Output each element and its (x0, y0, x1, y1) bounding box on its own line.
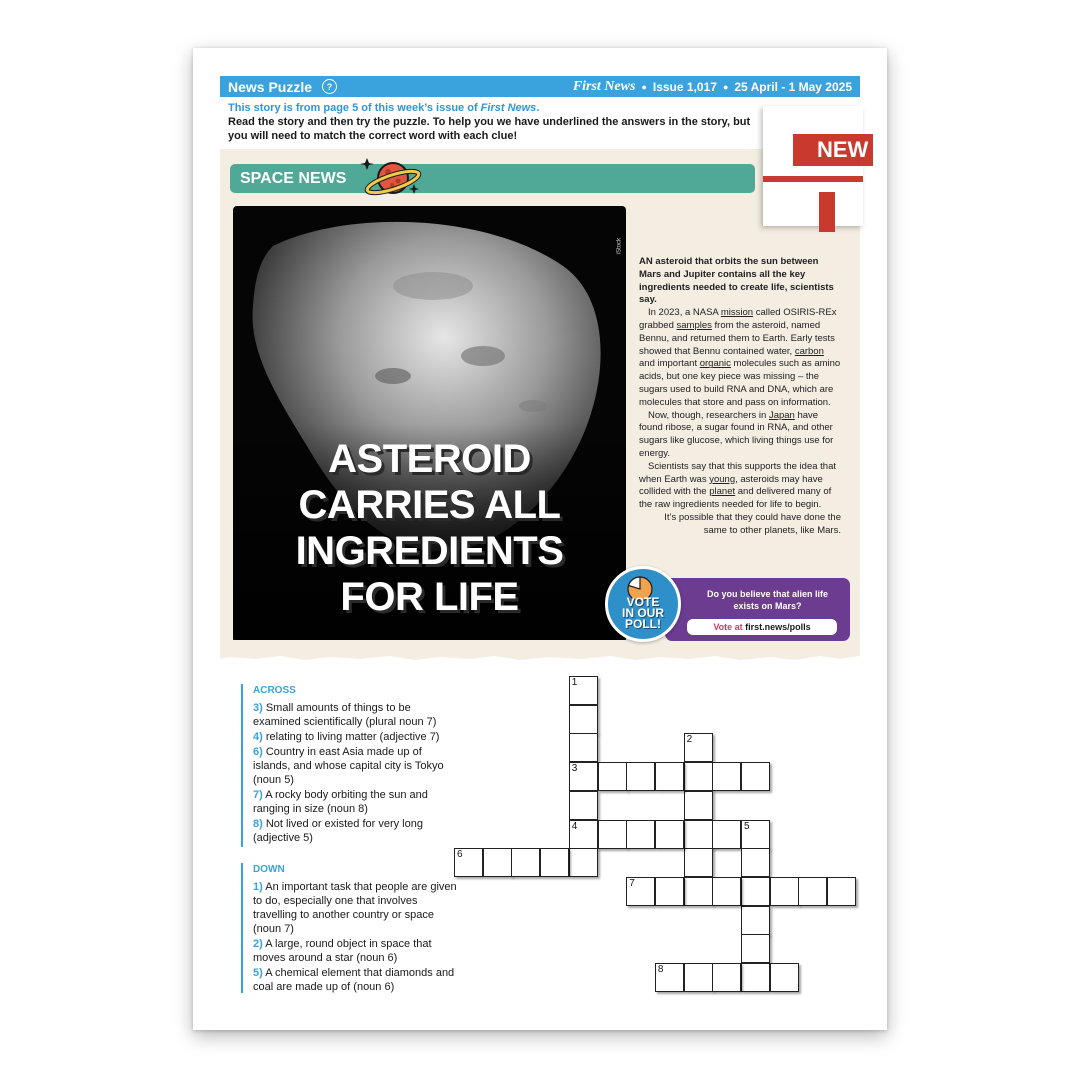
crossword-cell[interactable] (569, 848, 598, 877)
clue-number: 2 (686, 734, 693, 746)
underlined-answer: young (709, 473, 736, 485)
down-clues (241, 863, 461, 993)
crossword-cell[interactable] (569, 705, 598, 734)
vote-badge-text: VOTE IN OUR POLL! (622, 595, 664, 631)
issue-number: Issue 1,017 (652, 79, 717, 94)
photo-credit: iStock (616, 238, 622, 255)
underlined-answer: organic (699, 358, 731, 370)
crossword-cell[interactable] (684, 762, 713, 791)
header-title: News Puzzle (228, 78, 313, 95)
crossword-cell[interactable] (684, 820, 713, 849)
issue-dates: 25 April - 1 May 2025 (734, 79, 852, 94)
worksheet-page (193, 48, 887, 1030)
crossword-cell[interactable] (712, 762, 741, 791)
clue-number: 3 (571, 763, 578, 775)
crossword-cell[interactable] (655, 877, 684, 906)
crossword-cell[interactable] (770, 963, 799, 992)
poll-url[interactable]: first.news/polls (745, 622, 811, 632)
crossword-cell[interactable] (454, 848, 483, 877)
source-line: This story is from page 5 of this week’s issue of First News. (228, 102, 540, 114)
clue-across-6: 6) Country in east Asia made up of islands, and whose capital city is Tokyo (noun 5) (253, 746, 444, 786)
across-heading: ACROSS (253, 685, 296, 696)
crossword-cell[interactable] (684, 848, 713, 877)
crossword-cell[interactable] (741, 848, 770, 877)
crossword-cell[interactable] (540, 848, 569, 877)
underlined-answer: Japan (768, 409, 795, 421)
article-paragraph: In 2023, a NASA mission called OSIRIS-REx grabbed samples from the asteroid, named Bennu, and returned them to Earth. Early tests showed that Bennu contained water, carbon and important organic molecules such as amino acids, but one key piece was missing – the sugars used to build RNA and DNA, which are molecules that store and pass on information. (639, 307, 841, 408)
crossword-cell[interactable] (626, 820, 655, 849)
clue-number: 8 (657, 964, 664, 975)
crossword-cell[interactable] (684, 791, 713, 820)
clue-number: 7 (629, 877, 635, 889)
poll-link[interactable]: Vote at first.news/polls (687, 619, 837, 635)
newspaper-letter (819, 192, 835, 232)
crossword-cell[interactable] (827, 877, 856, 906)
underlined-answer: samples (676, 319, 712, 331)
clue-number: 1 (571, 677, 578, 688)
crossword-cell[interactable] (569, 791, 598, 820)
article-body (639, 256, 841, 538)
clue-down-5: 5) A chemical element that diamonds and coal are made up of (noun 6) (253, 967, 455, 993)
clue-number: 5 (744, 820, 750, 832)
article-paragraph: Now, though, researchers in Japan have found ribose, a sugar found in RNA, and other sugars like glucose, which living things use for energy. (639, 409, 834, 459)
poll-box (665, 578, 850, 641)
publication-name: First News (480, 102, 537, 114)
crossword-cell[interactable] (770, 877, 799, 906)
clue-down-2: 2) A large, round object in space that moves around a star (noun 6) (253, 938, 432, 964)
crossword-cell[interactable] (741, 906, 770, 935)
crossword-cell[interactable] (569, 820, 598, 849)
clue-across-3: 3) Small amounts of things to be examined scientifically (plural noun 7) (253, 702, 437, 728)
vote-badge[interactable] (605, 566, 681, 642)
crossword-cell[interactable] (655, 762, 684, 791)
down-heading: DOWN (253, 864, 285, 875)
crossword-cell[interactable] (684, 963, 713, 992)
crossword-cell[interactable] (741, 877, 770, 906)
article-paragraph: It’s possible that they could have done the same to other planets, like Mars. (664, 511, 841, 536)
crossword-cell[interactable] (684, 733, 713, 762)
crossword-cell[interactable] (511, 848, 540, 877)
planet-icon (359, 152, 423, 206)
newspaper-rule (763, 176, 863, 182)
crossword-cell[interactable] (798, 877, 827, 906)
crossword-cell[interactable] (655, 963, 684, 992)
crossword-cell[interactable] (598, 762, 627, 791)
crossword-cell[interactable] (684, 877, 713, 906)
intro-text (228, 101, 768, 143)
torn-edge (220, 648, 860, 662)
headline: ASTEROID CARRIES ALL INGREDIENTS FOR LIFE (295, 437, 564, 619)
crossword-cell[interactable] (741, 934, 770, 963)
underlined-answer: mission (720, 307, 754, 319)
crossword-cell[interactable] (626, 877, 655, 906)
separator: ● (722, 81, 729, 92)
article-paragraph: Scientists say that this supports the idea that when Earth was young, asteroids may have collided with the planet and delivered many of the raw ingredients needed for life to begin. (639, 460, 836, 511)
clue-number: 4 (571, 820, 578, 832)
underlined-answer: carbon (794, 345, 824, 357)
crossword-cell[interactable] (741, 762, 770, 791)
underlined-answer: planet (709, 486, 736, 498)
newspaper-thumbnail (763, 106, 869, 226)
article-lead: AN asteroid that orbits the sun between Mars and Jupiter contains all the key ingredients needed to create life, scientists say. (639, 256, 834, 306)
clue-across-4: 4) relating to living matter (adjective 7) (253, 731, 440, 743)
poll-question: Do you believe that alien life exists on Mars? (706, 589, 829, 611)
section-label: SPACE NEWS (240, 169, 347, 187)
crossword-cell[interactable] (712, 877, 741, 906)
crossword-cell[interactable] (569, 733, 598, 762)
clue-across-7: 7) A rocky body orbiting the sun and ranging in size (noun 8) (253, 789, 428, 815)
crossword-cell[interactable] (569, 676, 598, 705)
crossword-cell[interactable] (626, 762, 655, 791)
crossword-cell[interactable] (598, 820, 627, 849)
crossword-cell[interactable] (483, 848, 512, 877)
header-issue-info (573, 79, 852, 95)
brand-logo: First News (572, 78, 636, 94)
crossword-cell[interactable] (712, 963, 741, 992)
crossword-cell[interactable] (741, 820, 770, 849)
crossword-cell[interactable] (569, 762, 598, 791)
clue-across-8: 8) Not lived or existed for very long (adjective 5) (253, 818, 423, 844)
info-icon[interactable]: ? (322, 79, 337, 94)
separator: ● (641, 81, 647, 92)
crossword-cell[interactable] (741, 963, 770, 992)
instructions: Read the story and then try the puzzle. To help you we have underlined the answers in the story, but you will need to match the correct word with each clue! (228, 116, 751, 142)
header-bar (220, 76, 860, 97)
crossword-cell[interactable] (655, 820, 684, 849)
hero-image (233, 206, 626, 640)
across-clues (241, 684, 461, 847)
crossword-cell[interactable] (712, 820, 741, 849)
clue-down-1: 1) An important task that people are given to do, especially one that involves travelling to another country or space (noun 7) (253, 881, 457, 935)
newspaper-masthead: NEW (793, 134, 873, 166)
clue-number: 6 (457, 849, 463, 861)
section-banner (230, 164, 755, 193)
